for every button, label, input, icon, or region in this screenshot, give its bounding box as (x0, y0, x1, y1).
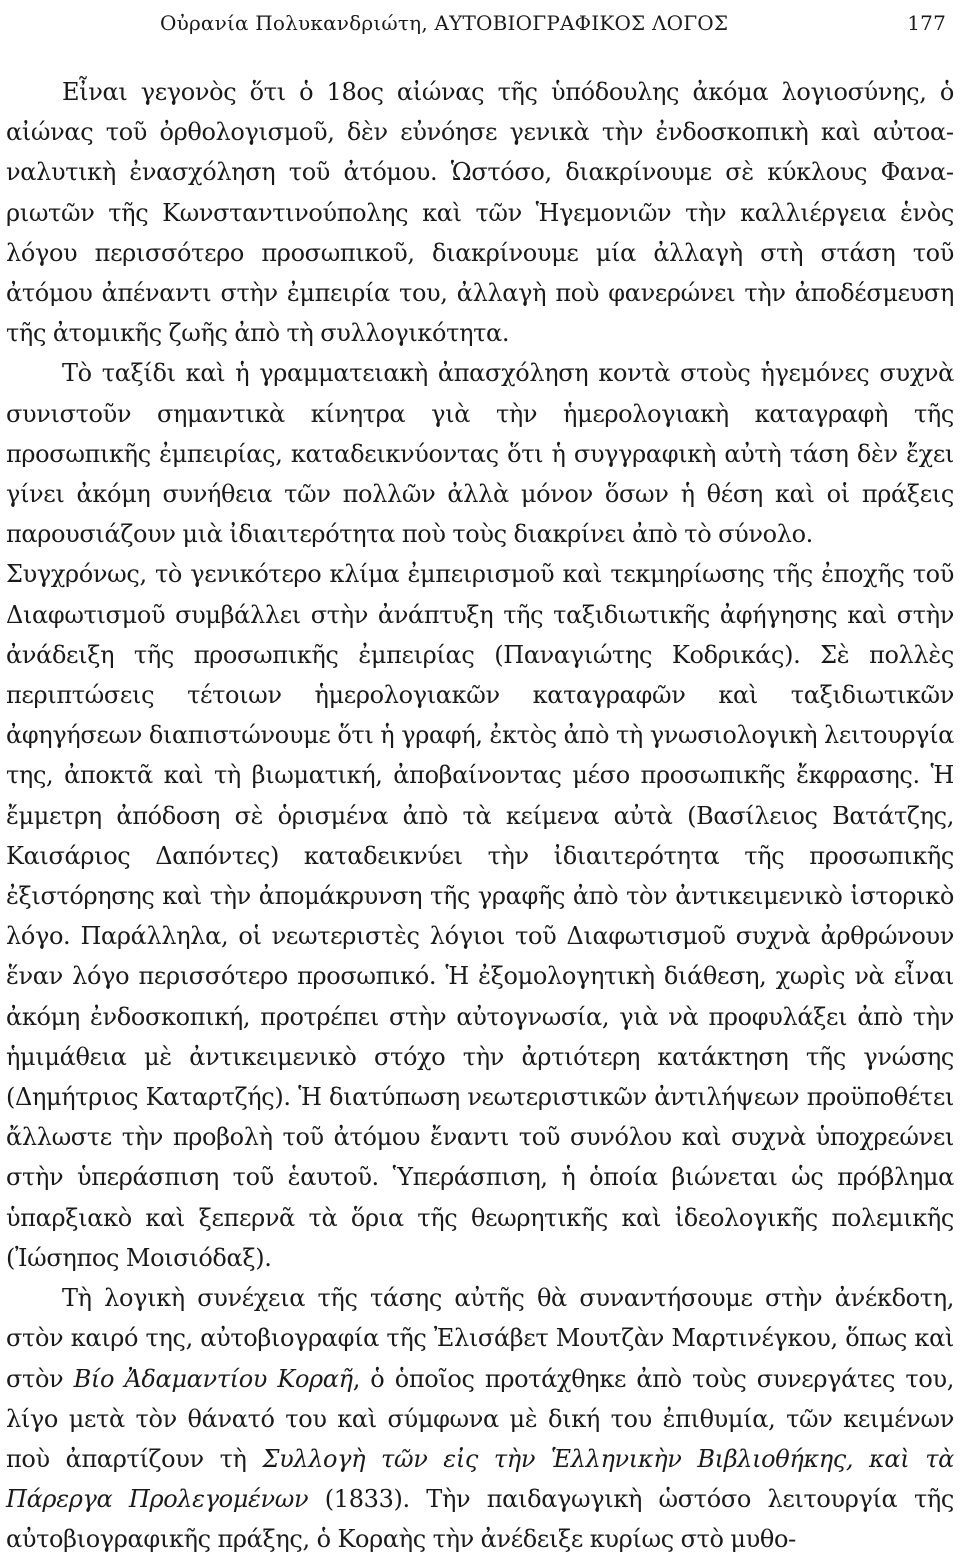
paragraph-4-text-a: Τὴ λογικὴ συνέχεια τῆς τάσης αὐτῆς θὰ συναντήσουμε στὴν ἀνέκδοτη, στὸν καιρό της, αὐτοβιογραφία τῆς Ἐλισάβετ Μουτζὰν Μαρτινέγκου, ὅπως καὶ στὸν (6, 1284, 954, 1393)
paragraph-3-text: Συγχρόνως, τὸ γενικότερο κλίμα ἐμπειρισμοῦ καὶ τεκμηρίωσης τῆς ἐποχῆς τοῦ Διαφωτισμοῦ συμβάλλει στὴν ἀνάπτυξη τῆς ταξιδιωτικῆς ἀφήγησης καὶ στὴν ἀνάδειξη τῆς προσωπικῆς ἐμπειρίας (Παναγιώτης Κοδρικάς). Σὲ πολλὲς περιπτώσεις τέτοιων ἡμερολογιακῶν καταγραφῶν καὶ ταξιδιωτικῶν ἀφηγήσεων διαπιστώνουμε ὅτι ἡ γραφή, ἐκτὸς ἀπὸ τὴ γνωσιολογικὴ λειτουργία της, ἀποκτᾶ καὶ τὴ βιωματική, ἀποβαίνοντας μέσο προσωπικῆς ἔκφρασης. Ἡ ἔμμετρη ἀπόδοση σὲ ὁρισμένα ἀπὸ τὰ κείμενα αὐτὰ (Βασίλειος Βατάτζης, Καισάριος Δαπόντες) καταδεικνύει τὴν ἰδιαιτερότητα τῆς προσωπικῆς ἐξιστόρησης καὶ τὴν ἀπομάκρυνση τῆς γραφῆς ἀπὸ τὸν ἀντικειμενικὸ ἱστορικὸ λόγο. Παράλληλα, οἱ νεωτεριστὲς λόγιοι τοῦ Διαφωτισμοῦ συχνὰ ἀρθρώνουν ἕναν λόγο περισσότερο προσωπικό. Ἡ ἐξομολογητικὴ διάθεση, χωρὶς νὰ εἶναι ἀκόμη ἐνδοσκοπική, προτρέπει στὴν αὐτογνωσία, γιὰ νὰ προφυλάξει ἀπὸ τὴν ἡμιμάθεια μὲ ἀντικειμενικὸ στόχο τὴν ἀρτιότερη κατάκτηση τῆς γνώσης (Δημήτριος Καταρτζής). Ἡ διατύπωση νεωτεριστικῶν ἀντιλήψεων προϋποθέτει ἄλλωστε τὴν προβολὴ τοῦ ἀτόμου ἔναντι τοῦ συνόλου καὶ συχνὰ ὑποχρεώνει στὴν ὑπεράσπιση τοῦ ἑαυτοῦ. Ὑπεράσπιση, ἡ ὁποία βιώνεται ὡς πρόβλημα ὑπαρξιακὸ καὶ ξεπερνᾶ τὰ ὅρια τῆς θεωρητικῆς καὶ ἰδεολογικῆς πολεμικῆς (Ἰώσηπος Μοισιόδαξ). (6, 560, 954, 1272)
paragraph-1 (6, 72, 954, 353)
book-title-syllogi: Συλλογὴ τῶν εἰς τὴν Ἑλληνικὴν Βιβλιοθήκης, καὶ τὰ Πάρεργα Προλεγομένων (6, 1444, 954, 1514)
running-head-title: Οὐρανία Πολυκανδριώτη, ΑΥΤΟΒΙΟΓΡΑΦΙΚΟΣ ΛΟΓΟΣ (160, 11, 729, 35)
body-text (6, 72, 954, 1560)
paragraph-2 (6, 353, 954, 554)
page-number: 177 (907, 11, 946, 35)
paragraph-3 (6, 554, 954, 1278)
paragraph-1-text: Εἶναι γεγονὸς ὅτι ὁ 18ος αἰώνας τῆς ὑπόδουλης ἀκόμα λογιοσύνης, ὁ αἰώνας τοῦ ὀρθολογισμοῦ, δὲν εὐνόησε γενικὰ τὴν ἐνδοσκοπικὴ καὶ αὐτοαναλυτικὴ ἐνασχόληση τοῦ ἀτόμου. Ὡστόσο, διακρίνουμε σὲ κύκλους Φαναριωτῶν τῆς Κωνσταντινούπολης καὶ τῶν Ἡγεμονιῶν τὴν καλλιέργεια ἑνὸς λόγου περισσότερο προσωπικοῦ, διακρίνουμε μία ἀλλαγὴ στὴ στάση τοῦ ἀτόμου ἀπέναντι στὴν ἐμπειρία του, ἀλλαγὴ ποὺ φανερώνει τὴν ἀποδέσμευση τῆς ἀτομικῆς ζωῆς ἀπὸ τὴ συλλογικότητα. (6, 78, 954, 348)
paragraph-4-text-c: (1833). Τὴν παιδαγωγικὴ ὡστόσο λειτουργία τῆς αὐτοβιογραφικῆς πράξης, ὁ Κοραὴς τὴν ἀνέδειξε κυρίως στὸ μυθο- (6, 1485, 954, 1554)
paragraph-4 (6, 1278, 954, 1559)
paragraph-4-text-b: , ὁ ὁποῖος προτάχθηκε ἀπὸ τοὺς συνεργάτες του, λίγο μετὰ τὸν θάνατό του καὶ σύμφωνα μὲ δική του ἐπιθυμία, τῶν κειμένων ποὺ ἀπαρτίζουν τὴ (6, 1364, 954, 1473)
book-title-vios-korai: Βίο Ἀδαμαντίου Κοραῆ (73, 1364, 353, 1393)
paragraph-2-text: Τὸ ταξίδι καὶ ἡ γραμματειακὴ ἀπασχόληση κοντὰ στοὺς ἡγεμόνες συχνὰ συνιστοῦν σημαντικὰ κίνητρα γιὰ τὴν ἡμερολογιακὴ καταγραφὴ τῆς προσωπικῆς ἐμπειρίας, καταδεικνύοντας ὅτι ἡ συγγραφικὴ αὐτὴ τάση δὲν ἔχει γίνει ἀκόμη συνήθεια τῶν πολλῶν ἀλλὰ μόνον ὅσων ἡ θέση καὶ οἱ πράξεις παρουσιάζουν μιὰ ἰδιαιτερότητα ποὺ τοὺς διακρίνει ἀπὸ τὸ σύνολο. (6, 359, 954, 549)
running-head (6, 0, 954, 46)
